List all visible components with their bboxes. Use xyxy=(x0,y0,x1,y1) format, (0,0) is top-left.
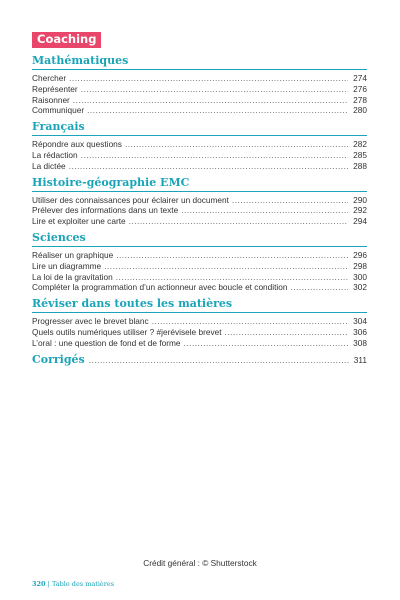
toc-entry[interactable] xyxy=(32,195,367,206)
section-reviser xyxy=(32,297,367,348)
dot-leader xyxy=(152,316,348,327)
dot-leader xyxy=(291,282,348,293)
toc-entry[interactable] xyxy=(32,316,367,327)
toc-entry[interactable] xyxy=(32,282,367,293)
entry-label: La dictée xyxy=(32,160,66,171)
entry-label: Raisonner xyxy=(32,94,70,105)
entry-page: 306 xyxy=(353,326,367,337)
toc-entry[interactable] xyxy=(32,338,367,349)
entry-label: Communiquer xyxy=(32,105,85,116)
toc-entry[interactable] xyxy=(32,95,367,106)
entry-label: Lire un diagramme xyxy=(32,260,102,271)
entry-label: Répondre aux questions xyxy=(32,139,122,150)
dot-leader xyxy=(225,327,348,338)
entry-label: Réaliser un graphique xyxy=(32,249,114,260)
dot-leader xyxy=(125,139,348,150)
entry-page: 302 xyxy=(353,282,367,293)
dot-leader xyxy=(87,105,348,116)
entry-page: 308 xyxy=(353,337,367,348)
corriges-page: 311 xyxy=(353,354,367,365)
section-divider xyxy=(32,69,367,70)
toc-entry[interactable] xyxy=(32,327,367,338)
entry-label: Lire et exploiter une carte xyxy=(32,216,126,227)
entry-page: 296 xyxy=(353,249,367,260)
entry-label: L’oral : une question de fond et de forme xyxy=(32,337,181,348)
toc-entry[interactable] xyxy=(32,105,367,116)
dot-leader xyxy=(89,355,350,365)
entry-label: Utiliser des connaissances pour éclairer un document xyxy=(32,194,229,205)
dot-leader xyxy=(181,205,348,216)
dot-leader xyxy=(73,95,348,106)
entry-label: Compléter la programmation d’un actionneur avec boucle et condition xyxy=(32,282,288,293)
entry-page: 292 xyxy=(353,205,367,216)
toc-entry[interactable] xyxy=(32,150,367,161)
coaching-badge: Coaching xyxy=(32,32,101,48)
dot-leader xyxy=(69,161,348,172)
toc-entry[interactable] xyxy=(32,250,367,261)
dot-leader xyxy=(81,150,348,161)
toc-entry[interactable] xyxy=(32,272,367,283)
entry-page: 280 xyxy=(353,105,367,116)
entry-page: 288 xyxy=(353,160,367,171)
entry-label: Prélever des informations dans un texte xyxy=(32,205,179,216)
entry-page: 294 xyxy=(353,216,367,227)
entry-page: 300 xyxy=(353,271,367,282)
entry-label: Chercher xyxy=(32,73,67,83)
entry-page: 274 xyxy=(353,73,367,83)
table-of-contents xyxy=(32,54,367,367)
dot-leader xyxy=(232,195,348,206)
section-title: Histoire-géographie EMC xyxy=(32,175,190,189)
toc-entry[interactable] xyxy=(32,84,367,95)
section-title: Mathématiques xyxy=(32,54,129,67)
toc-entry[interactable] xyxy=(32,205,367,216)
footer-separator: | xyxy=(47,580,50,588)
toc-entry[interactable] xyxy=(32,73,367,84)
section-title: Sciences xyxy=(32,230,86,244)
toc-entry[interactable] xyxy=(32,261,367,272)
section-title: Réviser dans toutes les matières xyxy=(32,297,233,311)
dot-leader xyxy=(104,261,348,272)
entry-page: 282 xyxy=(353,139,367,150)
footer-page-number: 320 xyxy=(32,580,46,588)
section-histoire-geographie xyxy=(32,176,367,227)
corriges-title: Corrigés xyxy=(32,352,85,366)
toc-entry[interactable] xyxy=(32,161,367,172)
dot-leader xyxy=(116,272,348,283)
dot-leader xyxy=(116,250,348,261)
image-credit: Crédit général : © Shutterstock xyxy=(143,558,257,568)
dot-leader xyxy=(184,338,348,349)
footer-label: Table des matières xyxy=(51,580,115,588)
entry-label: Progresser avec le brevet blanc xyxy=(32,316,149,327)
section-divider xyxy=(32,191,367,192)
section-mathematiques xyxy=(32,54,367,116)
section-title: Français xyxy=(32,120,85,134)
corriges-entry[interactable] xyxy=(32,353,367,367)
toc-entry[interactable] xyxy=(32,216,367,227)
entry-page: 304 xyxy=(353,316,367,327)
dot-leader xyxy=(129,216,348,227)
toc-entry[interactable] xyxy=(32,139,367,150)
entry-label: Représenter xyxy=(32,83,78,94)
entry-page: 298 xyxy=(353,260,367,271)
entry-label: La loi de la gravitation xyxy=(32,271,113,282)
page-footer xyxy=(32,580,114,588)
dot-leader xyxy=(69,73,348,84)
dot-leader xyxy=(81,84,348,95)
entry-label: La rédaction xyxy=(32,149,78,160)
section-francais xyxy=(32,120,367,171)
section-sciences xyxy=(32,231,367,293)
section-divider xyxy=(32,246,367,247)
entry-page: 278 xyxy=(353,94,367,105)
entry-page: 276 xyxy=(353,83,367,94)
entry-page: 285 xyxy=(353,149,367,160)
entry-label: Quels outils numériques utiliser ? #jerévisele brevet xyxy=(32,326,222,337)
section-divider xyxy=(32,135,367,136)
entry-page: 290 xyxy=(353,194,367,205)
section-divider xyxy=(32,312,367,313)
